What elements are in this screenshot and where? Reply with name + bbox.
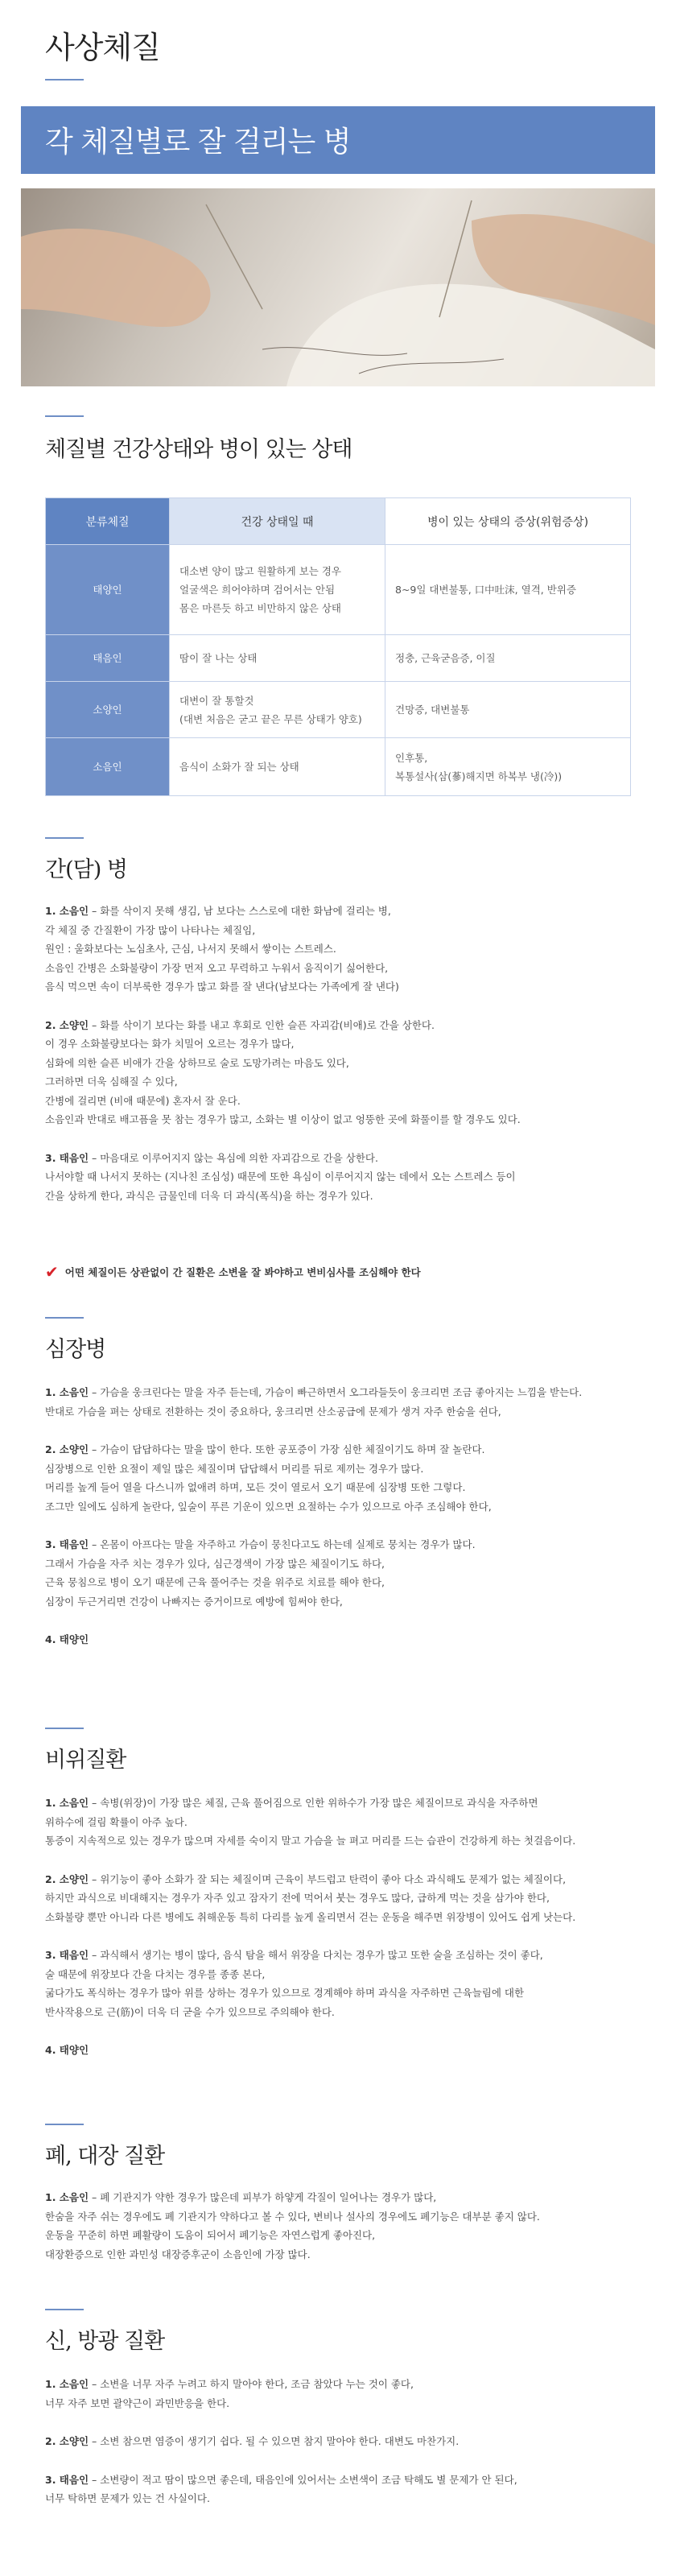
paragraph — [45, 2375, 657, 2413]
section-title-digestive: 비위질환 — [45, 1748, 126, 1773]
text-line: 굶다가도 폭식하는 경우가 많아 위를 상하는 경우가 있으므로 경계해야 하며 과식을 자주하면 근육늘림에 대한 — [45, 1987, 525, 1999]
paragraph — [45, 2432, 657, 2451]
section-divider — [45, 1317, 84, 1319]
paragraph — [45, 1630, 657, 1649]
line-text: – 소변 참으면 염증이 생기기 쉽다. 될 수 있으면 참지 말아야 한다. 대변도 마찬가지. — [89, 2435, 460, 2447]
line-text: – 마음대로 이루어지지 않는 욕심에 의한 자괴감으로 간을 상한다. — [89, 1151, 378, 1164]
paragraph-number: 2. 소양인 — [45, 1443, 89, 1455]
text-line: 심장병으로 인한 요절이 제일 많은 체질이며 답답해서 머리를 뒤로 제끼는 경우가 많다. — [45, 1462, 424, 1475]
paragraph-number: 2. 소양인 — [45, 1872, 89, 1885]
cell-text: 8~9일 대변불통, 口中吐沫, 열격, 반위증 — [395, 584, 576, 596]
acupuncture-photo — [21, 188, 655, 386]
line-text: – 폐 기관지가 약한 경우가 많은데 피부가 하얗게 각질이 일어나는 경우가 많다, — [89, 2191, 437, 2203]
row-sick — [385, 738, 631, 796]
section-body-heart — [45, 1383, 657, 1669]
line-text: – 소변량이 적고 땀이 많으면 좋은데, 태음인에 있어서는 소변색이 조금 탁해도 별 문제가 안 된다, — [89, 2473, 517, 2486]
text-line: 간병에 걸리면 (비애 때문에) 혼자서 잘 운다. — [45, 1094, 241, 1107]
row-type: 소음인 — [46, 738, 170, 796]
line-text: – 화를 삭이기 보다는 화를 내고 후회로 인한 슬픈 자괴감(비애)로 간을 상한다. — [89, 1018, 435, 1031]
cell-text: 음식이 소화가 잘 되는 상태 — [179, 761, 299, 773]
paragraph-number: 2. 소양인 — [45, 1018, 89, 1031]
paragraph — [45, 2188, 657, 2264]
section-divider — [45, 1728, 84, 1729]
paragraph — [45, 2471, 657, 2508]
text-line: 머리를 높게 들어 열을 다스니까 없애려 하며, 모든 것이 열로서 오기 때문에 심장병 또한 그렇다. — [45, 1481, 466, 1493]
line-text: – 위기능이 좋아 소화가 잘 되는 체질이며 근육이 부드럽고 탄력이 좋아 다소 과식해도 문제가 없는 체질이다, — [89, 1872, 567, 1885]
paragraph-number: 4. 태양인 — [45, 2044, 89, 2056]
paragraph-number: 1. 소음인 — [45, 1386, 89, 1398]
line-text: – 소변을 너무 자주 누려고 하지 말아야 한다, 조금 참았다 누는 것이 좋다, — [89, 2378, 414, 2390]
text-line: 이 경우 소화불량보다는 화가 치밀어 오르는 경우가 많다, — [45, 1038, 295, 1050]
title-divider — [45, 79, 84, 80]
text-line: 간을 상하게 한다, 과식은 금물인데 더욱 더 과식(폭식)을 하는 경우가 있다. — [45, 1189, 373, 1202]
text-line — [45, 1383, 657, 1402]
text-line — [45, 902, 657, 921]
section-divider — [45, 2309, 84, 2310]
table-row — [46, 545, 631, 635]
banner — [21, 106, 655, 174]
cell-text: 땀이 잘 나는 상태 — [179, 652, 258, 664]
text-line: 반대로 가슴을 펴는 상태로 전환하는 것이 중요하다, 웅크리면 산소공급에 문제가 생겨 자주 한숨을 쉰다, — [45, 1405, 501, 1418]
text-line: 근육 뭉침으로 병이 오기 때문에 근육 풀어주는 것을 위주로 치료를 해야 한다, — [45, 1576, 385, 1588]
text-line: 각 체질 중 간질환이 가장 많이 나타나는 체질임, — [45, 923, 256, 936]
cell-text: 정충, 근육굳음증, 이질 — [395, 652, 496, 664]
text-line: 한숨을 자주 쉬는 경우에도 폐 기관지가 약하다고 볼 수 있다, 변비나 설사의 경우에도 폐기능은 대부분 좋지 않다. — [45, 2210, 540, 2223]
cell-text: 대변이 잘 통할것 — [179, 694, 254, 707]
text-line: 반사작용으로 근(筋)이 더욱 더 굳을 수가 있으므로 주의해야 한다. — [45, 2005, 335, 2018]
text-line: 통증이 지속적으로 있는 경우가 많으며 자세를 숙이지 말고 가슴을 늘 펴고 머리를 드는 습관이 건강하게 하는 첫걸음이다. — [45, 1835, 576, 1847]
paragraph — [45, 1016, 657, 1129]
text-line: 위하수에 걸림 확률이 아주 높다. — [45, 1815, 188, 1828]
row-sick — [385, 635, 631, 682]
text-line: 원인 : 울화보다는 노심초사, 근심, 나서지 못해서 쌓이는 스트레스. — [45, 943, 336, 955]
text-line — [45, 1946, 657, 1965]
text-line: 하지만 과식으로 비대해지는 경우가 자주 있고 잠자기 전에 먹어서 붓는 경우도 많다, 급하게 먹는 것을 삼가야 한다, — [45, 1892, 550, 1904]
text-line: 심화에 의한 슬픈 비애가 간을 상하므로 술로 도망가려는 마음도 있다, — [45, 1056, 349, 1069]
text-line: 소화불량 뿐만 아니라 다른 병에도 취해운동 특히 다리를 높게 올리면서 걷는 운동을 해주면 위장병이 있어도 쉽게 낫는다. — [45, 1910, 576, 1923]
text-line — [45, 1016, 657, 1035]
line-text: – 화를 삭이지 못해 생김, 남 보다는 스스로에 대한 화남에 걸리는 병, — [89, 905, 391, 917]
section-body-kidney — [45, 2375, 657, 2528]
liver-note — [45, 1261, 421, 1280]
paragraph — [45, 1383, 657, 1421]
section-divider — [45, 837, 84, 839]
line-text: – 속병(위장)이 가장 많은 체질, 근육 풀어짐으로 인한 위하수가 가장 많은 체질이므로 과식을 자주하면 — [89, 1797, 538, 1809]
row-type: 태양인 — [46, 545, 170, 635]
cell-text: 몸은 마른듯 하고 비만하지 않은 상태 — [179, 602, 341, 614]
cell-text: 대소변 양이 많고 원활하게 보는 경우 — [179, 565, 341, 577]
paragraph — [45, 1946, 657, 2021]
paragraph-number: 3. 태음인 — [45, 1151, 89, 1164]
text-line: 소음인 간병은 소화불량이 가장 먼저 오고 무력하고 누워서 움직이기 싫어한다, — [45, 961, 389, 974]
text-line: 나서야할 때 나서지 못하는 (지나친 조심성) 때문에 또한 욕심이 이루어지지 않는 데에서 오는 스트레스 등이 — [45, 1170, 516, 1183]
section-title-heart: 심장병 — [45, 1337, 106, 1362]
table-row — [46, 738, 631, 796]
paragraph — [45, 1870, 657, 1927]
row-healthy — [170, 545, 385, 635]
cell-text: 인후통, — [395, 751, 428, 764]
row-sick — [385, 682, 631, 738]
paragraph — [45, 1440, 657, 1516]
row-healthy — [170, 682, 385, 738]
paragraph — [45, 1794, 657, 1851]
text-line — [45, 1440, 657, 1459]
text-line — [45, 2375, 657, 2394]
line-text: – 가슴이 답답하다는 말을 많이 한다. 또한 공포증이 가장 심한 체질이기도 하며 잘 놀란다. — [89, 1443, 485, 1455]
line-text: – 가슴을 웅크린다는 말을 자주 듣는데, 가슴이 빠근하면서 오그라들듯이 웅크리면 조금 좋아지는 느낌을 받는다. — [89, 1386, 583, 1398]
text-line — [45, 1149, 657, 1168]
table-row — [46, 635, 631, 682]
paragraph-number: 3. 태음인 — [45, 1538, 89, 1550]
section-title-liver: 간(담) 병 — [45, 857, 127, 882]
paragraph-number: 1. 소음인 — [45, 905, 89, 917]
text-line — [45, 1794, 657, 1813]
note-text: 어떤 체질이든 상관없이 간 질환은 소변을 잘 봐야하고 변비심사를 조심해야 한다 — [64, 1266, 421, 1278]
section-title-kidney: 신, 방광 질환 — [45, 2329, 165, 2354]
text-line: 너무 탁하면 문제가 있는 건 사실이다. — [45, 2492, 210, 2504]
row-type: 태음인 — [46, 635, 170, 682]
paragraph-number: 3. 태음인 — [45, 2473, 89, 2486]
text-line — [45, 1535, 657, 1554]
table-section-title: 체질별 건강상태와 병이 있는 상태 — [45, 437, 352, 462]
paragraph-number: 1. 소음인 — [45, 2378, 89, 2390]
header-healthy: 건강 상태일 때 — [170, 498, 385, 545]
paragraph-number: 4. 태양인 — [45, 1633, 89, 1645]
section-body-liver — [45, 902, 657, 1224]
paragraph-number: 2. 소양인 — [45, 2435, 89, 2447]
section-divider — [45, 2124, 84, 2125]
check-icon: ✔ — [45, 1262, 59, 1282]
text-line — [45, 1870, 657, 1889]
text-line: 운동을 꾸준히 하면 폐활량이 도움이 되어서 폐기능은 자연스럽게 좋아진다, — [45, 2229, 376, 2241]
paragraph-number: 1. 소음인 — [45, 1797, 89, 1809]
text-line: 소음인과 반대로 배고픔을 못 참는 경우가 많고, 소화는 별 이상이 없고 엉뚱한 곳에 화풀이를 할 경우도 있다. — [45, 1113, 521, 1125]
row-healthy — [170, 738, 385, 796]
header-type: 분류체질 — [46, 498, 170, 545]
text-line: 음식 먹으면 속이 더부룩한 경우가 많고 화를 잘 낸다(남보다는 가족에게 잘 낸다) — [45, 980, 399, 993]
section-body-digestive — [45, 1794, 657, 2079]
row-sick — [385, 545, 631, 635]
paragraph — [45, 902, 657, 997]
table-section-divider — [45, 415, 84, 417]
text-line: 술 때문에 위장보다 간을 다치는 경우를 종종 본다, — [45, 1967, 266, 1980]
section-title-lung: 폐, 대장 질환 — [45, 2144, 165, 2169]
text-line — [45, 2432, 657, 2451]
page-title: 사상체질 — [45, 30, 160, 65]
text-line — [45, 2188, 657, 2207]
section-body-lung — [45, 2188, 657, 2283]
banner-title: 각 체질별로 잘 걸리는 병 — [45, 126, 351, 159]
paragraph-number: 3. 태음인 — [45, 1949, 89, 1961]
row-healthy — [170, 635, 385, 682]
paragraph — [45, 1149, 657, 1206]
paragraph — [45, 2041, 657, 2060]
text-line — [45, 2471, 657, 2490]
text-line: 그래서 가슴을 자주 치는 경우가 있다, 심근경색이 가장 많은 체질이기도 하다, — [45, 1557, 385, 1570]
header-sick: 병이 있는 상태의 증상(위험증상) — [385, 498, 631, 545]
cell-text: 건망증, 대변불통 — [395, 704, 470, 716]
table-row — [46, 682, 631, 738]
cell-text: 얼굴색은 희어야하며 검어서는 안됨 — [179, 584, 336, 596]
text-line: 대장환증으로 인한 과민성 대장증후군이 소음인에 가장 많다. — [45, 2248, 311, 2260]
line-text: – 온몸이 아프다는 말을 자주하고 가슴이 뭉친다고도 하는데 실제로 뭉치는 경우가 많다. — [89, 1538, 476, 1550]
line-text: – 과식해서 생기는 병이 많다, 음식 탐을 해서 위장을 다치는 경우가 많고 또한 술을 조심하는 것이 좋다, — [89, 1949, 543, 1961]
paragraph — [45, 1535, 657, 1611]
cell-text: (대변 처음은 굳고 끝은 무른 상태가 양호) — [179, 712, 362, 725]
row-type: 소양인 — [46, 682, 170, 738]
cell-text: 복통설사(삼(蔘)해지면 하복부 냉(冷)) — [395, 770, 563, 782]
text-line: 조그만 일에도 심하게 놀란다, 잎술이 푸른 기운이 있으면 요절하는 수가 있으므로 아주 조심해야 한다, — [45, 1500, 492, 1513]
paragraph-number: 1. 소음인 — [45, 2191, 89, 2203]
constitution-health-table — [45, 497, 631, 796]
text-line: 그러하면 더욱 심해질 수 있다, — [45, 1075, 178, 1088]
text-line: 심장이 두근거리면 건강이 나빠지는 증거이므로 예방에 힘써야 한다, — [45, 1595, 343, 1608]
text-line: 너무 자주 보면 괄약근이 과민반응을 한다. — [45, 2396, 230, 2409]
